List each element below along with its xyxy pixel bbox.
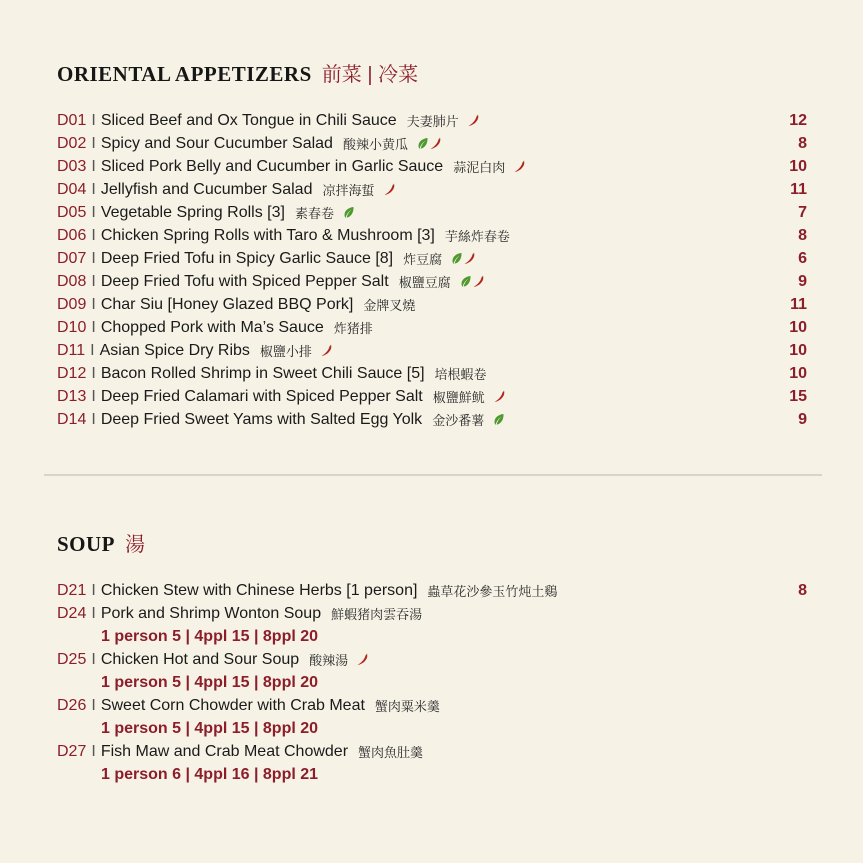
menu-item bbox=[57, 132, 807, 155]
item-separator: I bbox=[91, 410, 96, 428]
item-price: 6 bbox=[798, 250, 807, 267]
item-separator: I bbox=[91, 364, 96, 382]
appetizers-title-en: ORIENTAL APPETIZERS bbox=[57, 62, 312, 86]
item-code: D07 bbox=[57, 249, 87, 267]
leaf-icon bbox=[459, 275, 472, 288]
item-code: D08 bbox=[57, 272, 87, 290]
menu-item bbox=[57, 385, 807, 408]
menu-item bbox=[57, 408, 807, 431]
item-separator: I bbox=[91, 134, 96, 152]
item-code: D26 bbox=[57, 696, 87, 714]
item-name: Spicy and Sour Cucumber Salad bbox=[100, 134, 333, 152]
diet-icons bbox=[342, 206, 355, 219]
item-separator: I bbox=[91, 581, 96, 599]
chili-icon bbox=[463, 252, 476, 265]
item-name: Fish Maw and Crab Meat Chowder bbox=[100, 742, 349, 760]
menu-item bbox=[57, 362, 807, 385]
diet-icons bbox=[320, 344, 333, 357]
item-name-zh: 蟲草花沙參玉竹炖土鷄 bbox=[427, 584, 558, 599]
item-price: 8 bbox=[798, 135, 807, 152]
item-separator: I bbox=[91, 249, 96, 267]
item-name-zh: 培根蝦卷 bbox=[434, 367, 487, 382]
item-size-prices: 1 person 5 | 4ppl 15 | 8ppl 20 bbox=[101, 674, 319, 691]
item-separator: I bbox=[91, 604, 96, 622]
item-name-zh: 酸辣小黄瓜 bbox=[342, 137, 408, 152]
diet-icons bbox=[356, 653, 369, 666]
item-price: 7 bbox=[798, 204, 807, 221]
menu-item bbox=[57, 648, 807, 671]
chili-icon bbox=[472, 275, 485, 288]
soup-list bbox=[57, 579, 807, 786]
item-name: Deep Fried Tofu with Spiced Pepper Salt bbox=[100, 272, 389, 290]
item-code: D25 bbox=[57, 650, 87, 668]
item-code: D06 bbox=[57, 226, 87, 244]
item-price: 8 bbox=[798, 582, 807, 599]
item-name: Bacon Rolled Shrimp in Sweet Chili Sauce [5] bbox=[100, 364, 425, 382]
item-code: D12 bbox=[57, 364, 87, 382]
item-price: 11 bbox=[790, 296, 807, 313]
item-name-zh: 鮮蝦猪肉雲吞湯 bbox=[331, 607, 423, 622]
item-code: D09 bbox=[57, 295, 87, 313]
item-price: 10 bbox=[789, 365, 807, 382]
item-name-zh: 椒鹽小排 bbox=[259, 344, 312, 359]
soup-title-en: SOUP bbox=[57, 532, 116, 556]
item-code: D04 bbox=[57, 180, 87, 198]
diet-icons bbox=[493, 390, 506, 403]
diet-icons bbox=[467, 114, 480, 127]
item-name-zh: 椒鹽豆腐 bbox=[398, 275, 451, 290]
item-separator: I bbox=[91, 180, 96, 198]
menu-item bbox=[57, 178, 807, 201]
item-code: D21 bbox=[57, 581, 87, 599]
diet-icons bbox=[492, 413, 505, 426]
item-price: 11 bbox=[790, 181, 807, 198]
menu-item bbox=[57, 316, 807, 339]
item-price: 10 bbox=[789, 319, 807, 336]
item-name: Chicken Spring Rolls with Taro & Mushroom [3] bbox=[100, 226, 435, 244]
item-price: 10 bbox=[789, 342, 807, 359]
chili-icon bbox=[383, 183, 396, 196]
item-name: Chicken Hot and Sour Soup bbox=[100, 650, 300, 668]
item-separator: I bbox=[91, 226, 96, 244]
item-separator: I bbox=[91, 272, 96, 290]
section-divider bbox=[44, 474, 822, 476]
item-price: 10 bbox=[789, 158, 807, 175]
appetizers-list bbox=[57, 109, 807, 431]
item-code: D10 bbox=[57, 318, 87, 336]
item-price: 15 bbox=[789, 388, 807, 405]
menu-item bbox=[57, 155, 807, 178]
item-separator: I bbox=[91, 295, 96, 313]
item-name-zh: 素春卷 bbox=[294, 206, 334, 221]
item-code: D14 bbox=[57, 410, 87, 428]
soup-heading bbox=[57, 528, 807, 558]
appetizers-section bbox=[57, 58, 807, 428]
menu-item bbox=[57, 201, 807, 224]
chili-icon bbox=[320, 344, 333, 357]
item-price: 9 bbox=[798, 411, 807, 428]
diet-icons bbox=[416, 137, 442, 150]
item-price: 12 bbox=[789, 112, 807, 129]
appetizers-title-zh: 前菜 | 冷菜 bbox=[321, 64, 419, 86]
menu-item bbox=[57, 270, 807, 293]
menu-item bbox=[57, 109, 807, 132]
item-code: D24 bbox=[57, 604, 87, 622]
leaf-icon bbox=[342, 206, 355, 219]
item-separator: I bbox=[91, 387, 96, 405]
item-name: Vegetable Spring Rolls [3] bbox=[100, 203, 285, 221]
item-name-zh: 金沙番薯 bbox=[432, 413, 485, 428]
menu-item bbox=[57, 339, 807, 362]
item-code: D11 bbox=[57, 341, 86, 359]
item-name: Asian Spice Dry Ribs bbox=[99, 341, 250, 359]
soup-section bbox=[57, 528, 807, 783]
item-code: D03 bbox=[57, 157, 87, 175]
menu-item bbox=[57, 247, 807, 270]
item-name: Pork and Shrimp Wonton Soup bbox=[100, 604, 322, 622]
item-code: D27 bbox=[57, 742, 87, 760]
item-separator: I bbox=[91, 650, 96, 668]
item-name-zh: 蟹肉魚肚羹 bbox=[358, 745, 424, 760]
item-name-zh: 芋絲炸春卷 bbox=[444, 229, 510, 244]
item-price: 8 bbox=[798, 227, 807, 244]
item-separator: I bbox=[91, 111, 96, 129]
item-price: 9 bbox=[798, 273, 807, 290]
item-name: Deep Fried Calamari with Spiced Pepper Salt bbox=[100, 387, 423, 405]
item-name: Sliced Beef and Ox Tongue in Chili Sauce bbox=[100, 111, 397, 129]
chili-icon bbox=[356, 653, 369, 666]
menu-item bbox=[57, 602, 807, 625]
item-name-zh: 椒鹽鮮鱿 bbox=[432, 390, 485, 405]
diet-icons bbox=[513, 160, 526, 173]
item-name-zh: 夫妻肺片 bbox=[406, 114, 459, 129]
item-name: Sweet Corn Chowder with Crab Meat bbox=[100, 696, 365, 714]
item-code: D13 bbox=[57, 387, 87, 405]
item-name-zh: 金牌叉燒 bbox=[363, 298, 416, 313]
item-name-zh: 凉拌海蜇 bbox=[322, 183, 375, 198]
diet-icons bbox=[450, 252, 476, 265]
chili-icon bbox=[467, 114, 480, 127]
item-code: D01 bbox=[57, 111, 87, 129]
menu-item bbox=[57, 740, 807, 763]
diet-icons bbox=[459, 275, 485, 288]
menu-item bbox=[57, 224, 807, 247]
appetizers-heading bbox=[57, 58, 807, 88]
soup-title-zh: 湯 bbox=[125, 534, 146, 556]
item-separator: I bbox=[91, 203, 96, 221]
diet-icons bbox=[383, 183, 396, 196]
chili-icon bbox=[429, 137, 442, 150]
item-code: D05 bbox=[57, 203, 87, 221]
item-name: Chopped Pork with Ma’s Sauce bbox=[100, 318, 324, 336]
menu-item bbox=[57, 293, 807, 316]
item-separator: I bbox=[91, 318, 96, 336]
leaf-icon bbox=[450, 252, 463, 265]
item-name-zh: 炸猪排 bbox=[333, 321, 373, 336]
item-name: Deep Fried Tofu in Spicy Garlic Sauce [8] bbox=[100, 249, 394, 267]
item-name-zh: 酸辣湯 bbox=[309, 653, 349, 668]
item-name: Chicken Stew with Chinese Herbs [1 person] bbox=[100, 581, 418, 599]
item-name: Sliced Pork Belly and Cucumber in Garlic Sauce bbox=[100, 157, 444, 175]
item-name-zh: 炸豆腐 bbox=[403, 252, 443, 267]
item-name: Deep Fried Sweet Yams with Salted Egg Yolk bbox=[100, 410, 423, 428]
item-separator: I bbox=[90, 341, 95, 359]
leaf-icon bbox=[492, 413, 505, 426]
item-size-prices: 1 person 5 | 4ppl 15 | 8ppl 20 bbox=[101, 720, 319, 737]
item-separator: I bbox=[91, 157, 96, 175]
menu-item bbox=[57, 579, 807, 602]
chili-icon bbox=[493, 390, 506, 403]
item-separator: I bbox=[91, 696, 96, 714]
item-name-zh: 蒜泥白肉 bbox=[453, 160, 506, 175]
item-size-prices: 1 person 6 | 4ppl 16 | 8ppl 21 bbox=[101, 766, 319, 783]
item-size-prices: 1 person 5 | 4ppl 15 | 8ppl 20 bbox=[101, 628, 319, 645]
menu-item bbox=[57, 694, 807, 717]
item-name: Char Siu [Honey Glazed BBQ Pork] bbox=[100, 295, 354, 313]
leaf-icon bbox=[416, 137, 429, 150]
item-separator: I bbox=[91, 742, 96, 760]
item-name-zh: 蟹肉粟米羹 bbox=[374, 699, 440, 714]
item-name: Jellyfish and Cucumber Salad bbox=[100, 180, 313, 198]
chili-icon bbox=[513, 160, 526, 173]
item-code: D02 bbox=[57, 134, 87, 152]
